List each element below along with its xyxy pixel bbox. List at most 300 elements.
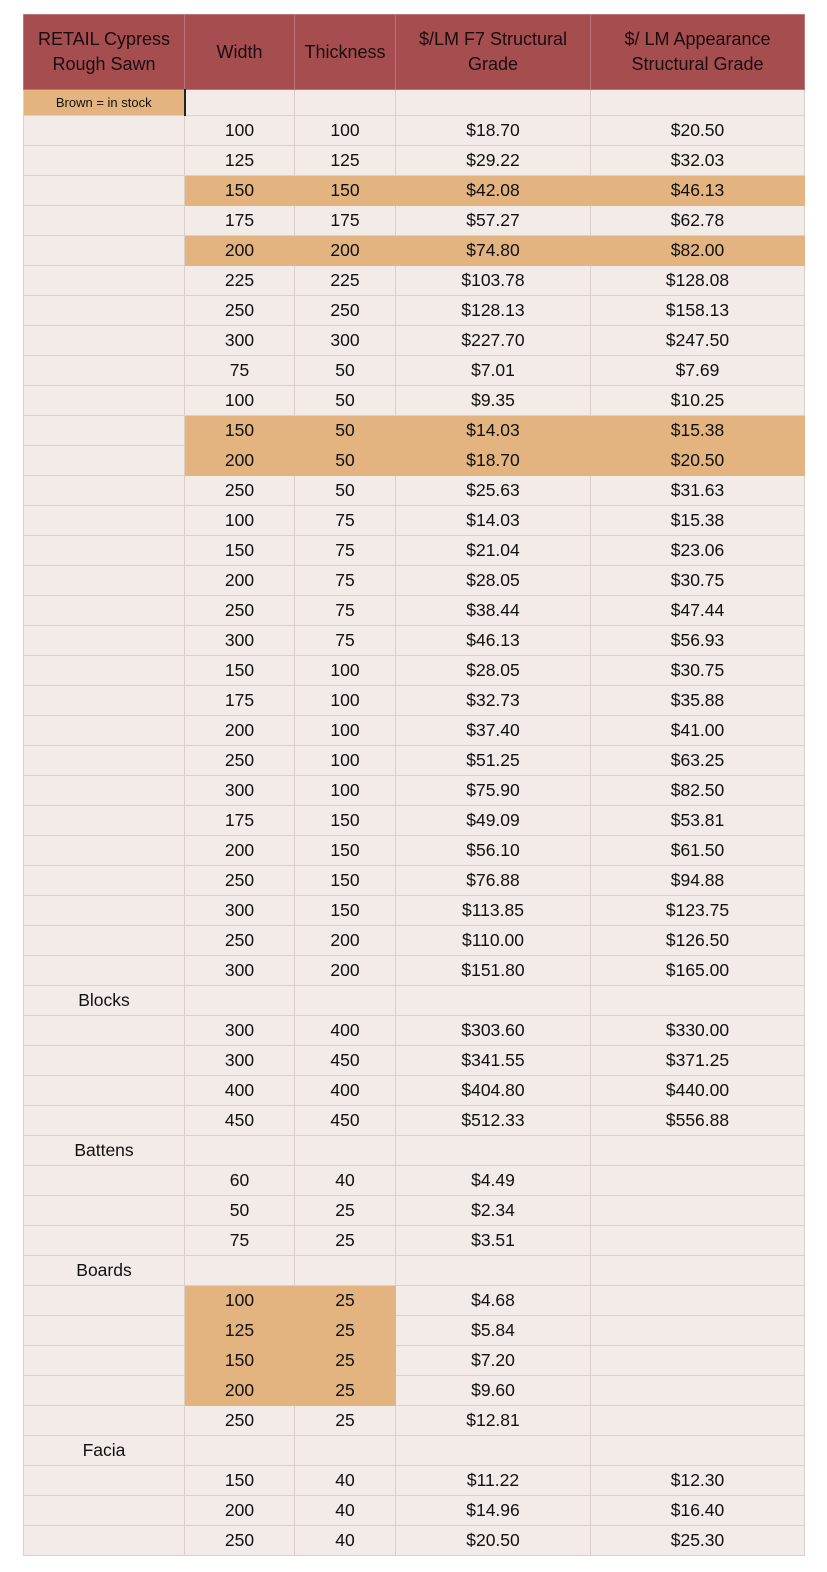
empty-cell: [396, 90, 591, 116]
empty-cell: [24, 866, 185, 896]
width-cell: 175: [185, 806, 295, 836]
f7-price-cell: $4.68: [396, 1286, 591, 1316]
f7-price-cell: $11.22: [396, 1466, 591, 1496]
appearance-price-cell: $126.50: [591, 926, 805, 956]
thickness-cell: 150: [295, 866, 396, 896]
section-row: [24, 1436, 805, 1466]
empty-cell: [24, 1376, 185, 1406]
thickness-cell: 40: [295, 1526, 396, 1556]
empty-cell: [24, 206, 185, 236]
empty-cell: [24, 266, 185, 296]
thickness-cell: 100: [295, 746, 396, 776]
table-row: [24, 1016, 805, 1046]
appearance-price-cell: [591, 1286, 805, 1316]
empty-cell: [591, 90, 805, 116]
table-row: [24, 836, 805, 866]
header-appearance-price: $/ LM Appearance Structural Grade: [591, 15, 805, 90]
width-cell: 175: [185, 686, 295, 716]
width-cell: 150: [185, 176, 295, 206]
table-row: [24, 1346, 805, 1376]
table-row: [24, 1196, 805, 1226]
appearance-price-cell: $247.50: [591, 326, 805, 356]
f7-price-cell: $28.05: [396, 566, 591, 596]
f7-price-cell: $12.81: [396, 1406, 591, 1436]
empty-cell: [591, 1436, 805, 1466]
empty-cell: [24, 296, 185, 326]
width-cell: 250: [185, 746, 295, 776]
appearance-price-cell: $32.03: [591, 146, 805, 176]
appearance-price-cell: $15.38: [591, 506, 805, 536]
width-cell: 125: [185, 146, 295, 176]
f7-price-cell: $4.49: [396, 1166, 591, 1196]
appearance-price-cell: $123.75: [591, 896, 805, 926]
f7-price-cell: $110.00: [396, 926, 591, 956]
table-row: [24, 1106, 805, 1136]
table-row: [24, 1046, 805, 1076]
empty-cell: [24, 176, 185, 206]
empty-cell: [24, 1286, 185, 1316]
width-cell: 300: [185, 1046, 295, 1076]
appearance-price-cell: $20.50: [591, 116, 805, 146]
f7-price-cell: $14.03: [396, 506, 591, 536]
width-cell: 200: [185, 836, 295, 866]
header-product: RETAIL Cypress Rough Sawn: [24, 15, 185, 90]
f7-price-cell: $57.27: [396, 206, 591, 236]
appearance-price-cell: $158.13: [591, 296, 805, 326]
width-cell: 300: [185, 896, 295, 926]
width-cell: 125: [185, 1316, 295, 1346]
width-cell: 150: [185, 1466, 295, 1496]
appearance-price-cell: [591, 1226, 805, 1256]
width-cell: 150: [185, 656, 295, 686]
appearance-price-cell: [591, 1166, 805, 1196]
empty-cell: [24, 656, 185, 686]
table-row: [24, 1286, 805, 1316]
width-cell: 200: [185, 716, 295, 746]
f7-price-cell: $29.22: [396, 146, 591, 176]
f7-price-cell: $38.44: [396, 596, 591, 626]
width-cell: 100: [185, 506, 295, 536]
thickness-cell: 100: [295, 116, 396, 146]
empty-cell: [24, 1046, 185, 1076]
f7-price-cell: $3.51: [396, 1226, 591, 1256]
table-row: [24, 566, 805, 596]
f7-price-cell: $51.25: [396, 746, 591, 776]
empty-cell: [24, 356, 185, 386]
f7-price-cell: $75.90: [396, 776, 591, 806]
f7-price-cell: $128.13: [396, 296, 591, 326]
thickness-cell: 150: [295, 176, 396, 206]
empty-cell: [295, 1436, 396, 1466]
appearance-price-cell: $35.88: [591, 686, 805, 716]
width-cell: 50: [185, 1196, 295, 1226]
appearance-price-cell: $165.00: [591, 956, 805, 986]
f7-price-cell: $76.88: [396, 866, 591, 896]
section-row: [24, 986, 805, 1016]
empty-cell: [24, 896, 185, 926]
f7-price-cell: $7.20: [396, 1346, 591, 1376]
table-row: [24, 266, 805, 296]
appearance-price-cell: $30.75: [591, 566, 805, 596]
appearance-price-cell: $20.50: [591, 446, 805, 476]
table-row: [24, 626, 805, 656]
table-row: [24, 326, 805, 356]
thickness-cell: 100: [295, 656, 396, 686]
table-row: [24, 536, 805, 566]
table-row: [24, 236, 805, 266]
table-row: [24, 1076, 805, 1106]
width-cell: 150: [185, 1346, 295, 1376]
appearance-price-cell: $47.44: [591, 596, 805, 626]
empty-cell: [24, 956, 185, 986]
empty-cell: [591, 1256, 805, 1286]
thickness-cell: 50: [295, 356, 396, 386]
table-row: [24, 926, 805, 956]
header-row: [24, 15, 805, 90]
width-cell: 225: [185, 266, 295, 296]
empty-cell: [24, 476, 185, 506]
thickness-cell: 150: [295, 896, 396, 926]
empty-cell: [185, 1256, 295, 1286]
section-label: Battens: [24, 1136, 185, 1166]
appearance-price-cell: [591, 1406, 805, 1436]
legend-row: [24, 90, 805, 116]
thickness-cell: 25: [295, 1346, 396, 1376]
appearance-price-cell: $31.63: [591, 476, 805, 506]
f7-price-cell: $227.70: [396, 326, 591, 356]
appearance-price-cell: $440.00: [591, 1076, 805, 1106]
thickness-cell: 200: [295, 236, 396, 266]
thickness-cell: 75: [295, 626, 396, 656]
width-cell: 100: [185, 116, 295, 146]
table-row: [24, 356, 805, 386]
width-cell: 100: [185, 1286, 295, 1316]
appearance-price-cell: $7.69: [591, 356, 805, 386]
thickness-cell: 300: [295, 326, 396, 356]
f7-price-cell: $37.40: [396, 716, 591, 746]
empty-cell: [295, 1136, 396, 1166]
f7-price-cell: $20.50: [396, 1526, 591, 1556]
table-row: [24, 296, 805, 326]
appearance-price-cell: $63.25: [591, 746, 805, 776]
empty-cell: [24, 1196, 185, 1226]
f7-price-cell: $5.84: [396, 1316, 591, 1346]
f7-price-cell: $46.13: [396, 626, 591, 656]
thickness-cell: 400: [295, 1076, 396, 1106]
table-row: [24, 176, 805, 206]
empty-cell: [24, 836, 185, 866]
table-row: [24, 146, 805, 176]
table-row: [24, 716, 805, 746]
thickness-cell: 50: [295, 416, 396, 446]
width-cell: 300: [185, 626, 295, 656]
section-row: [24, 1256, 805, 1286]
thickness-cell: 25: [295, 1226, 396, 1256]
thickness-cell: 100: [295, 686, 396, 716]
width-cell: 450: [185, 1106, 295, 1136]
section-label: Blocks: [24, 986, 185, 1016]
table-row: [24, 446, 805, 476]
width-cell: 75: [185, 356, 295, 386]
table-row: [24, 1166, 805, 1196]
f7-price-cell: $113.85: [396, 896, 591, 926]
section-label: Facia: [24, 1436, 185, 1466]
thickness-cell: 100: [295, 716, 396, 746]
empty-cell: [24, 1076, 185, 1106]
empty-cell: [24, 536, 185, 566]
empty-cell: [295, 90, 396, 116]
thickness-cell: 175: [295, 206, 396, 236]
appearance-price-cell: $61.50: [591, 836, 805, 866]
thickness-cell: 75: [295, 536, 396, 566]
thickness-cell: 25: [295, 1316, 396, 1346]
empty-cell: [24, 116, 185, 146]
thickness-cell: 450: [295, 1046, 396, 1076]
appearance-price-cell: $15.38: [591, 416, 805, 446]
f7-price-cell: $103.78: [396, 266, 591, 296]
appearance-price-cell: $23.06: [591, 536, 805, 566]
empty-cell: [24, 716, 185, 746]
f7-price-cell: $74.80: [396, 236, 591, 266]
f7-price-cell: $7.01: [396, 356, 591, 386]
empty-cell: [24, 596, 185, 626]
f7-price-cell: $49.09: [396, 806, 591, 836]
f7-price-cell: $404.80: [396, 1076, 591, 1106]
f7-price-cell: $2.34: [396, 1196, 591, 1226]
empty-cell: [185, 90, 295, 116]
width-cell: 300: [185, 776, 295, 806]
f7-price-cell: $21.04: [396, 536, 591, 566]
f7-price-cell: $25.63: [396, 476, 591, 506]
appearance-price-cell: [591, 1346, 805, 1376]
thickness-cell: 25: [295, 1376, 396, 1406]
empty-cell: [24, 566, 185, 596]
f7-price-cell: $9.60: [396, 1376, 591, 1406]
width-cell: 100: [185, 386, 295, 416]
table-row: [24, 896, 805, 926]
empty-cell: [24, 1406, 185, 1436]
table-body: [24, 90, 805, 1556]
thickness-cell: 100: [295, 776, 396, 806]
thickness-cell: 50: [295, 476, 396, 506]
appearance-price-cell: $82.00: [591, 236, 805, 266]
appearance-price-cell: $12.30: [591, 1466, 805, 1496]
empty-cell: [24, 236, 185, 266]
appearance-price-cell: $62.78: [591, 206, 805, 236]
width-cell: 150: [185, 536, 295, 566]
table-row: [24, 806, 805, 836]
empty-cell: [591, 986, 805, 1016]
empty-cell: [24, 446, 185, 476]
thickness-cell: 50: [295, 386, 396, 416]
thickness-cell: 200: [295, 956, 396, 986]
empty-cell: [295, 986, 396, 1016]
appearance-price-cell: $128.08: [591, 266, 805, 296]
appearance-price-cell: $30.75: [591, 656, 805, 686]
thickness-cell: 250: [295, 296, 396, 326]
empty-cell: [24, 1226, 185, 1256]
empty-cell: [24, 1016, 185, 1046]
table-row: [24, 1466, 805, 1496]
width-cell: 75: [185, 1226, 295, 1256]
f7-price-cell: $18.70: [396, 116, 591, 146]
empty-cell: [24, 746, 185, 776]
table-row: [24, 476, 805, 506]
empty-cell: [24, 1496, 185, 1526]
thickness-cell: 200: [295, 926, 396, 956]
f7-price-cell: $341.55: [396, 1046, 591, 1076]
thickness-cell: 400: [295, 1016, 396, 1046]
empty-cell: [24, 386, 185, 416]
empty-cell: [24, 1166, 185, 1196]
f7-price-cell: $42.08: [396, 176, 591, 206]
appearance-price-cell: $94.88: [591, 866, 805, 896]
table-row: [24, 956, 805, 986]
thickness-cell: 50: [295, 446, 396, 476]
width-cell: 200: [185, 566, 295, 596]
width-cell: 250: [185, 476, 295, 506]
appearance-price-cell: $41.00: [591, 716, 805, 746]
appearance-price-cell: $556.88: [591, 1106, 805, 1136]
table-row: [24, 596, 805, 626]
f7-price-cell: $14.96: [396, 1496, 591, 1526]
appearance-price-cell: $16.40: [591, 1496, 805, 1526]
empty-cell: [295, 1256, 396, 1286]
appearance-price-cell: $82.50: [591, 776, 805, 806]
appearance-price-cell: [591, 1196, 805, 1226]
header-width: Width: [185, 15, 295, 90]
empty-cell: [24, 1526, 185, 1556]
table-row: [24, 1496, 805, 1526]
empty-cell: [396, 1256, 591, 1286]
empty-cell: [185, 986, 295, 1016]
appearance-price-cell: $53.81: [591, 806, 805, 836]
thickness-cell: 225: [295, 266, 396, 296]
price-table: [23, 14, 805, 1556]
f7-price-cell: $32.73: [396, 686, 591, 716]
thickness-cell: 75: [295, 506, 396, 536]
width-cell: 175: [185, 206, 295, 236]
table-row: [24, 1316, 805, 1346]
f7-price-cell: $28.05: [396, 656, 591, 686]
appearance-price-cell: $56.93: [591, 626, 805, 656]
thickness-cell: 450: [295, 1106, 396, 1136]
table-row: [24, 656, 805, 686]
table-row: [24, 206, 805, 236]
empty-cell: [24, 926, 185, 956]
empty-cell: [185, 1436, 295, 1466]
width-cell: 200: [185, 1376, 295, 1406]
empty-cell: [24, 1346, 185, 1376]
width-cell: 250: [185, 596, 295, 626]
appearance-price-cell: $46.13: [591, 176, 805, 206]
f7-price-cell: $9.35: [396, 386, 591, 416]
thickness-cell: 25: [295, 1286, 396, 1316]
thickness-cell: 150: [295, 806, 396, 836]
width-cell: 200: [185, 1496, 295, 1526]
width-cell: 200: [185, 236, 295, 266]
table-row: [24, 776, 805, 806]
empty-cell: [591, 1136, 805, 1166]
thickness-cell: 150: [295, 836, 396, 866]
f7-price-cell: $56.10: [396, 836, 591, 866]
table-row: [24, 416, 805, 446]
empty-cell: [24, 686, 185, 716]
empty-cell: [24, 146, 185, 176]
width-cell: 300: [185, 326, 295, 356]
table-row: [24, 506, 805, 536]
width-cell: 200: [185, 446, 295, 476]
appearance-price-cell: [591, 1376, 805, 1406]
empty-cell: [24, 1466, 185, 1496]
header-f7-price: $/LM F7 Structural Grade: [396, 15, 591, 90]
table-row: [24, 1406, 805, 1436]
width-cell: 250: [185, 866, 295, 896]
thickness-cell: 75: [295, 596, 396, 626]
width-cell: 60: [185, 1166, 295, 1196]
table-row: [24, 866, 805, 896]
table-row: [24, 686, 805, 716]
empty-cell: [24, 326, 185, 356]
section-label: Boards: [24, 1256, 185, 1286]
thickness-cell: 25: [295, 1196, 396, 1226]
width-cell: 250: [185, 1406, 295, 1436]
f7-price-cell: $14.03: [396, 416, 591, 446]
appearance-price-cell: $371.25: [591, 1046, 805, 1076]
width-cell: 300: [185, 1016, 295, 1046]
width-cell: 150: [185, 416, 295, 446]
appearance-price-cell: [591, 1316, 805, 1346]
table-row: [24, 1376, 805, 1406]
empty-cell: [396, 1136, 591, 1166]
table-row: [24, 1226, 805, 1256]
thickness-cell: 25: [295, 1406, 396, 1436]
empty-cell: [396, 1436, 591, 1466]
thickness-cell: 40: [295, 1496, 396, 1526]
thickness-cell: 40: [295, 1466, 396, 1496]
empty-cell: [24, 416, 185, 446]
header-thickness: Thickness: [295, 15, 396, 90]
width-cell: 300: [185, 956, 295, 986]
section-row: [24, 1136, 805, 1166]
thickness-cell: 125: [295, 146, 396, 176]
appearance-price-cell: $330.00: [591, 1016, 805, 1046]
width-cell: 400: [185, 1076, 295, 1106]
appearance-price-cell: $10.25: [591, 386, 805, 416]
f7-price-cell: $151.80: [396, 956, 591, 986]
empty-cell: [24, 506, 185, 536]
width-cell: 250: [185, 1526, 295, 1556]
empty-cell: [24, 1316, 185, 1346]
empty-cell: [24, 806, 185, 836]
empty-cell: [24, 626, 185, 656]
width-cell: 250: [185, 926, 295, 956]
empty-cell: [24, 1106, 185, 1136]
appearance-price-cell: $25.30: [591, 1526, 805, 1556]
f7-price-cell: $18.70: [396, 446, 591, 476]
f7-price-cell: $512.33: [396, 1106, 591, 1136]
table-row: [24, 746, 805, 776]
table-row: [24, 1526, 805, 1556]
legend-in-stock: Brown = in stock: [24, 90, 185, 116]
empty-cell: [396, 986, 591, 1016]
width-cell: 250: [185, 296, 295, 326]
table-row: [24, 116, 805, 146]
table-row: [24, 386, 805, 416]
f7-price-cell: $303.60: [396, 1016, 591, 1046]
empty-cell: [24, 776, 185, 806]
thickness-cell: 40: [295, 1166, 396, 1196]
